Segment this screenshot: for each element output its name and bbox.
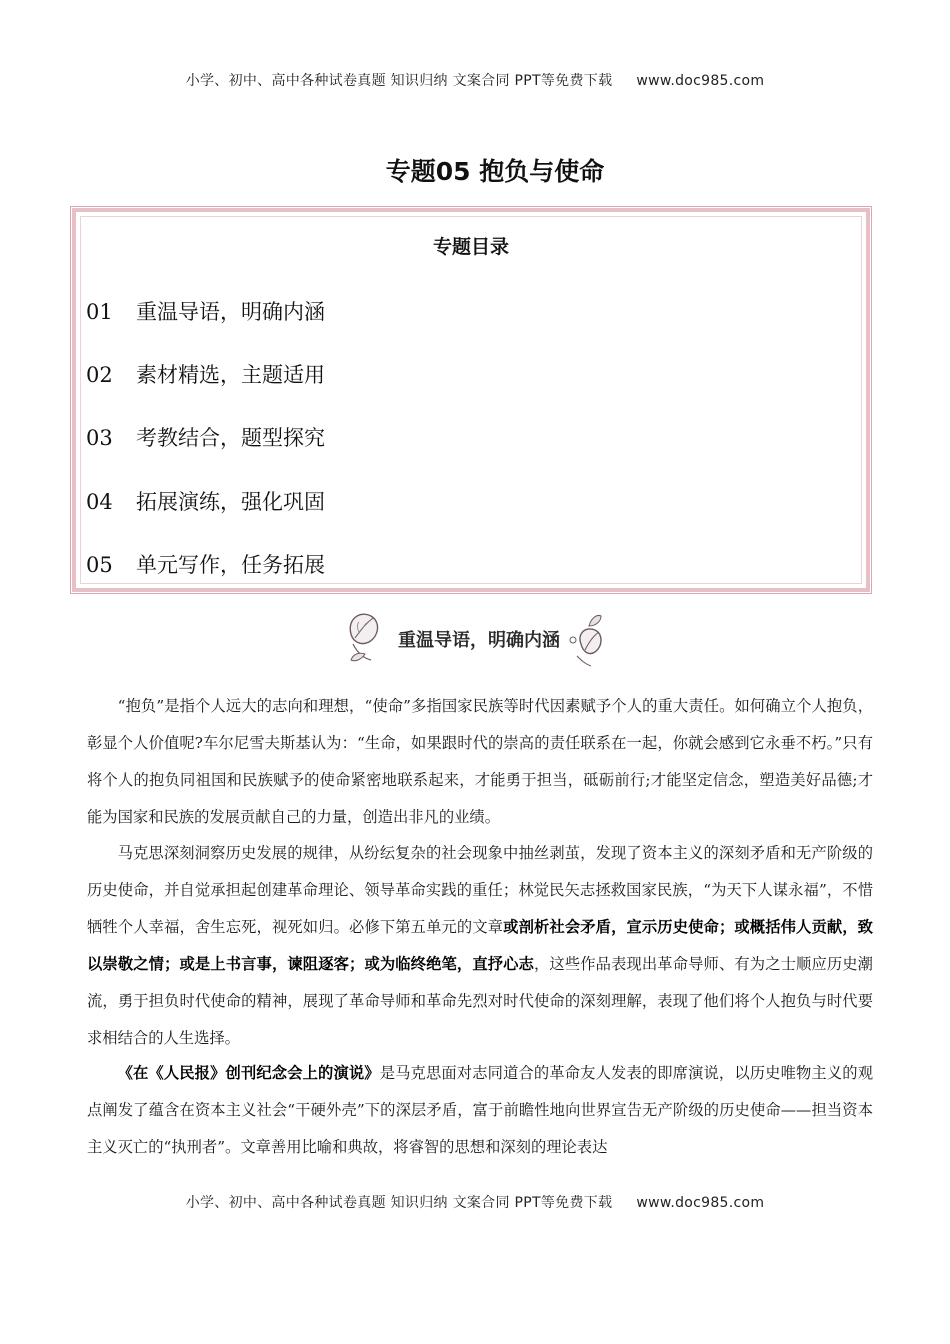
toc-item-number: 02	[86, 363, 113, 387]
toc-box	[72, 208, 870, 592]
paragraph-segment: 是马克思面对志同道合的革命友人发表的即席演说，以历史唯物主义的观点阐发了蕴含在资本主义社会“干硬外壳”下的深层矛盾，富于前瞻性地向世界宣告无产阶级的历史使命——担当资本主义灭亡的“执刑者”。文章善用比喻和典故，将睿智的思想和深刻的理论表达	[87, 1064, 873, 1156]
toc-item-number: 03	[86, 426, 113, 450]
toc-item[interactable]	[86, 422, 325, 452]
toc-item[interactable]	[86, 549, 325, 579]
toc-item-number: 04	[86, 490, 113, 514]
header-url[interactable]: www.doc985.com	[636, 73, 765, 89]
toc-item-label: 考教结合，题型探究	[136, 426, 325, 450]
paragraph-speech	[87, 1055, 873, 1166]
paragraph-segment: 马克思深刻洞察历史发展的规律，从纷纭复杂的社会现象中抽丝剥茧，发现了资本主义的深刻矛盾和无产阶级的历史使命，并自觉承担起创建革命理论、领导革命实践的重任；林觉民矢志拯救国家民族，“为天下人谋永福”，不惜牺牲个人幸福，舍生忘死，视死如归。必修下第五单元的文章	[87, 844, 873, 936]
toc-item[interactable]	[86, 486, 325, 516]
toc-item[interactable]	[86, 296, 325, 326]
paragraph-text	[87, 835, 873, 1057]
toc-inner-border	[80, 216, 862, 584]
toc-item-label: 重温导语，明确内涵	[136, 300, 325, 324]
paragraph-text: “抱负”是指个人远大的志向和理想，“使命”多指国家民族等时代因素赋予个人的重大责任。如何确立个人抱负，彰显个人价值呢?车尔尼雪夫斯基认为：“生命，如果跟时代的崇高的责任联系在一起，你就会感到它永垂不朽。”只有将个人的抱负同祖国和民族赋予的使命紧密地联系起来，才能勇于担当，砥砺前行;才能坚定信念，塑造美好品德;才能为国家和民族的发展贡献自己的力量，创造出非凡的业绩。	[87, 697, 873, 826]
banner-title: 重温导语，明确内涵	[398, 630, 560, 651]
toc-heading: 专题目录	[432, 236, 509, 258]
footer-url[interactable]: www.doc985.com	[636, 1195, 765, 1211]
toc-item-label: 单元写作，任务拓展	[136, 553, 325, 577]
section-banner	[345, 604, 607, 668]
toc-item-label: 拓展演练，强化巩固	[136, 490, 325, 514]
toc-item[interactable]	[86, 359, 325, 389]
footer-text: 小学、初中、高中各种试卷真题 知识归纳 文案合同 PPT等免费下载	[185, 1195, 613, 1211]
page-header	[0, 70, 950, 90]
paragraph-intro	[87, 688, 873, 836]
paragraph-segment: ，这些作品表现出革命导师、有为之士顺应历史潮流，勇于担负时代使命的精神，展现了革命导师和革命先烈对时代使命的深刻理解，表现了他们将个人抱负与时代要求相结合的人生选择。	[87, 955, 873, 1047]
toc-item-number: 05	[86, 553, 113, 577]
toc-item-number: 01	[86, 300, 113, 324]
header-text: 小学、初中、高中各种试卷真题 知识归纳 文案合同 PPT等免费下载	[185, 73, 613, 89]
page-footer	[0, 1192, 950, 1212]
paragraph-text	[87, 1055, 873, 1166]
document-title: 专题05 抱负与使命	[385, 157, 605, 186]
paragraph-marx	[87, 835, 873, 1057]
paragraph-bold-segment: 《在《人民报》创刊纪念会上的演说》	[117, 1064, 380, 1082]
paragraph-bold-segment: 或剖析社会矛盾，宣示历史使命；或概括伟人贡献，致以崇敬之情；或是上书言事，谏阻逐客；或为临终绝笔，直抒心志	[87, 918, 873, 973]
toc-item-label: 素材精选，主题适用	[136, 363, 325, 387]
